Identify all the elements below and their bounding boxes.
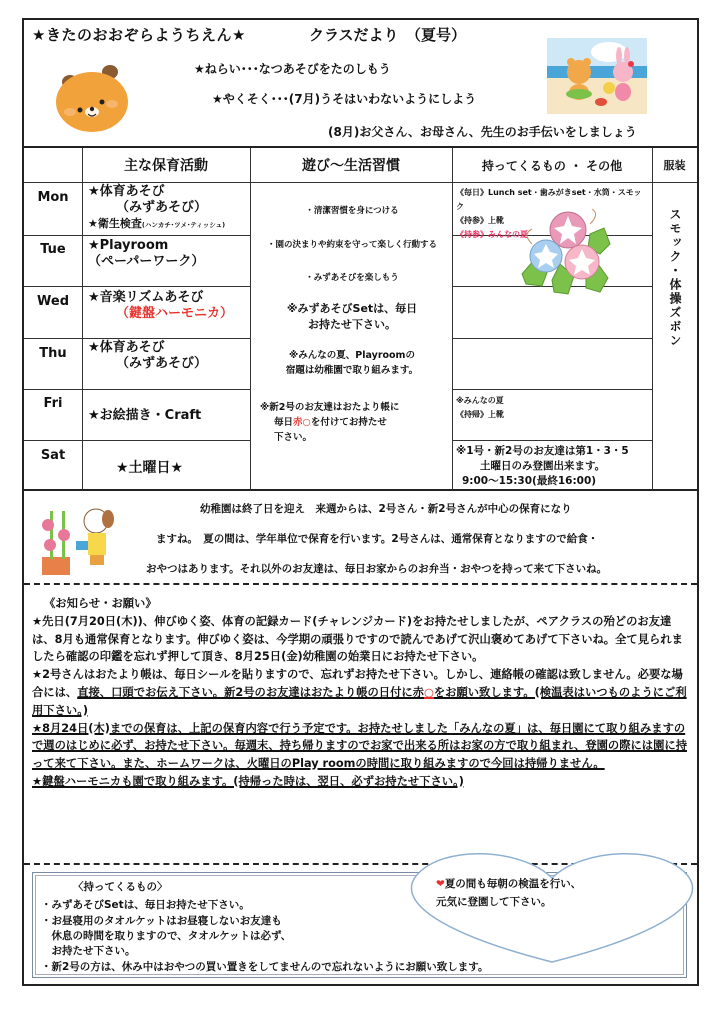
header-play-habits: 遊び～生活習慣	[302, 158, 400, 174]
items-sat: ※1号・新2号のお友達は第1・3・5 土曜日のみ登園出来ます。 9:00～15:30(最終16:00)	[456, 445, 629, 487]
bring-line-5: ・新2号の方は、休み中はおやつの買い置きをしてませんので忘れないようにお願い致します。	[41, 961, 489, 973]
notice-2: ★2号さんはおたより帳は、毎日シールを貼りますので、忘れずお持たせ下さい。しかし、連絡帳の確認は致しません。必要な場合には、直接、口頭でお伝え下さい。新2号のお友達はおたより帳の日付に赤○をお願い致します。(検温表はいつものようにご利用下さい。)	[32, 668, 687, 717]
items-fri: ※みんなの夏 《持帰》上靴	[456, 396, 504, 419]
activity-sat: ★土曜日★	[116, 460, 184, 476]
notice-3: ★8月24日(木)までの保育は、上記の保育内容で行う予定です。お持たせしました「みんなの夏」は、毎日園にて取り組みますので週のはじめに必ず、お持たせ下さい。毎週末、持ち帰りますのでお家で出来る所はお家の方で取り組まれ、登園の際には園に持って来て下さい。また、ホームワークは、火曜日のPlay roomの時間に取り組みますので今回は持帰りません。	[32, 721, 687, 771]
message-line-3: おやつはあります。それ以外のお友達は、毎日お家からのお弁当・おやつを持って来て下さいね。	[146, 563, 608, 575]
bear-face-icon	[52, 62, 132, 134]
notices-title: 《お知らせ・お願い》	[44, 597, 157, 610]
activity-thu: ★体育あそび （みずあそび）	[88, 340, 208, 371]
bring-title: 〈持ってくるもの〉	[73, 881, 168, 893]
items-mon: 《毎日》Lunch set・歯みがきset・水筒・スモック 《持参》上靴 《持参》みんなの夏	[456, 188, 642, 239]
activity-fri: ★お絵描き・Craft	[88, 408, 202, 423]
activity-tue: ★Playroom （ペーパーワーク）	[88, 238, 205, 269]
bring-line-2: ・お昼寝用のタオルケットはお昼寝しないお友達も	[41, 915, 282, 927]
heart-note: ❤夏の間も毎朝の検温を行い、 元気に登園して下さい。	[436, 878, 582, 908]
notice-1: ★先日(7月20日(木))、伸びゆく姿、体育の記録カード(チャレンジカード)をお持たせしましたが、ペアクラスの殆どのお友達は、8月も通常保育となります。伸びゆく姿は、今学期の頑張りですので読んであげて沢山褒めてあげて下さいね。全て見られましたら確認の印鑑を忘れず押して頂き、8月25日(金)幼稚園の始業日にお持たせ下さい。	[32, 614, 683, 664]
header-clothing: 服装	[663, 159, 686, 172]
beach-animals-illustration	[547, 38, 647, 114]
bring-line-1: ・みずあそびSetは、毎日お持たせ下さい。	[41, 899, 250, 911]
summer-message	[24, 493, 697, 585]
aim-text: ★ねらい･･･なつあそびをたのしもう	[194, 62, 391, 76]
heart-icon: ❤	[436, 878, 445, 890]
day-label-thu: Thu	[39, 346, 67, 361]
day-label-mon: Mon	[37, 190, 69, 205]
promise-august: (8月)お父さん、お母さん、先生のお手伝いをしましょう	[328, 125, 637, 139]
activity-mon: ★体育あそび （みずあそび） ★衛生検査(ハンカチ･ツメ･ティッシュ)	[88, 184, 226, 230]
notice-4: ★鍵盤ハーモニカも園で取り組みます。(持帰った時は、翌日、必ずお持たせ下さい。)	[32, 774, 464, 788]
bring-line-4: お持たせ下さい。	[41, 945, 136, 957]
newsletter-page	[22, 18, 699, 986]
message-line-1: 幼稚園は終了日を迎え 来週からは、2号さん・新2号さんが中心の保育になり	[200, 503, 572, 515]
morning-glory-illustration	[512, 204, 612, 304]
day-label-tue: Tue	[40, 242, 66, 257]
newsletter-title: クラスだより （夏号）	[309, 26, 467, 44]
clothing-text: スモック・体操ズボン	[668, 208, 682, 348]
message-line-2: ますね。 夏の間は、学年単位で保育を行います。2号さんは、通常保育となりますので給食・	[156, 533, 599, 545]
habit-3: ・みずあそびを楽しもう	[305, 273, 399, 283]
activity-wed: ★音楽リズムあそび （鍵盤ハーモニカ）	[88, 290, 234, 321]
header-main-activities: 主な保育活動	[124, 158, 208, 174]
dashed-divider-1	[24, 583, 697, 585]
bring-line-3: 休息の時間を取りますので、タオルケットは必ず、	[41, 930, 292, 942]
habit-1: ・清潔習慣を身につける	[305, 206, 399, 216]
habit-note-2: ※みんなの夏、Playroomの 宿題は幼稚園で取り組みます。	[285, 350, 419, 376]
dog-watering-flowers-illustration	[38, 505, 128, 579]
header-bring-items: 持ってくるもの ・ その他	[481, 158, 623, 173]
school-name: ★きたのおおぞらようちえん★	[32, 26, 246, 44]
promise-july: ★やくそく･･･(7月)うそはいわないようにしよう	[212, 92, 477, 106]
notices-section	[32, 595, 692, 791]
day-label-fri: Fri	[43, 396, 63, 411]
habit-note-1: ※みずあそびSetは、毎日 お持たせ下さい。	[286, 302, 418, 331]
header	[24, 20, 697, 148]
weekly-schedule-table	[24, 148, 697, 491]
day-label-sat: Sat	[40, 448, 66, 463]
habit-2: ・園の決まりや約束を守って楽しく行動する	[266, 240, 437, 250]
habit-note-3: ※新2号のお友達はおたより帳に 毎日赤○を付けてお持たせ 下さい。	[260, 402, 400, 443]
day-label-wed: Wed	[37, 294, 69, 309]
